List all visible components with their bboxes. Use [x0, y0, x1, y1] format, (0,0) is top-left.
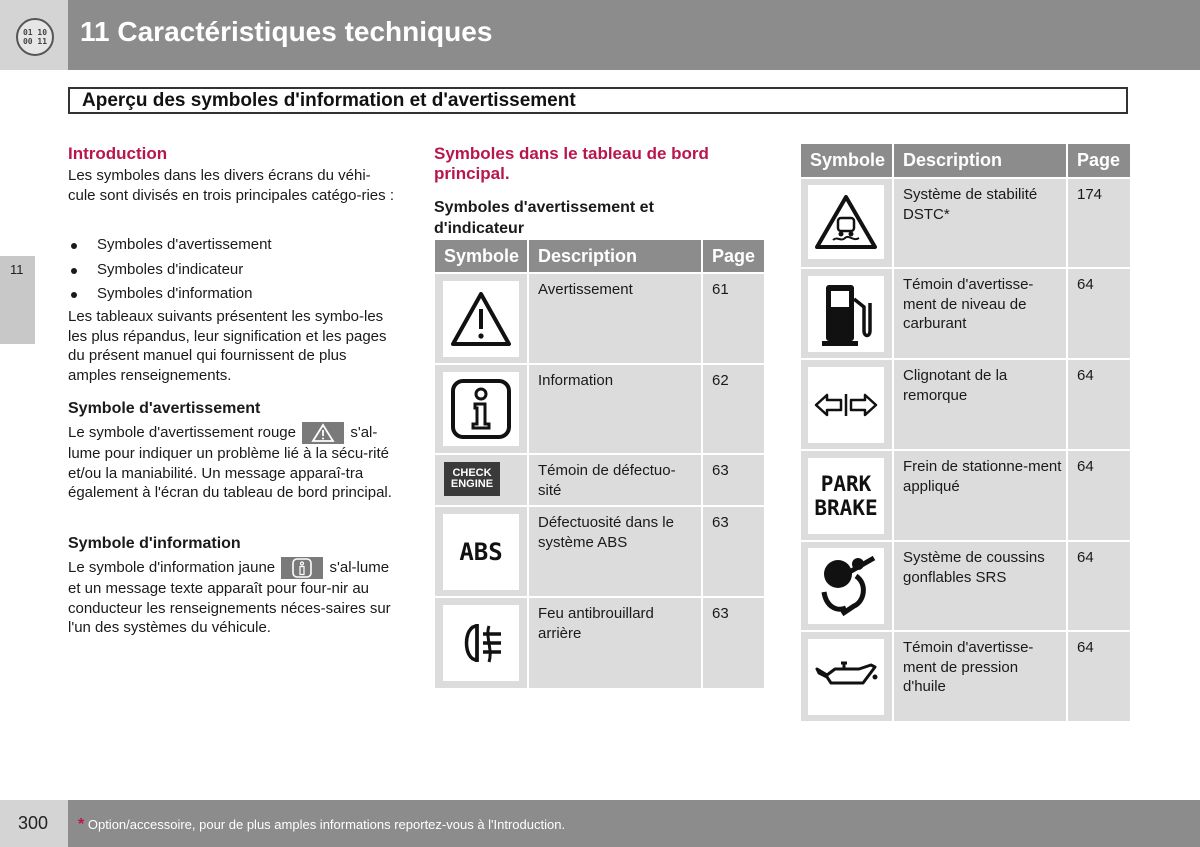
- tables-intro-text: Les tableaux suivants présentent les symbo-les les plus répandus, leur signification et les pages du présent manuel qui fournissent de plus amples renseignements.: [68, 308, 387, 384]
- chapter-title: 11 Caractéristiques techniques: [80, 16, 493, 47]
- right-row-1-description: Système de stabilité DSTC*: [903, 186, 1038, 223]
- category-list: [68, 233, 388, 307]
- mid-row-3-description: Témoin de défectuo-sité: [538, 462, 676, 499]
- right-header-description: Description: [894, 144, 1066, 177]
- chapter-side-tab-label: 11: [10, 262, 24, 277]
- check-engine-line-1: CHECK: [452, 467, 492, 479]
- intro-text: Les symboles dans les divers écrans du véhi-cule sont divisés en trois principales catégo-ries :: [68, 167, 394, 204]
- logo-line-1: 01 10: [22, 28, 48, 37]
- list-item: Symboles d'information: [68, 282, 388, 307]
- info-symbol-text: [68, 557, 398, 638]
- info-text-end: s'al-lume et un message texte apparaît pour four-nir au conducteur les renseignements néces-saires sur l'un des systèmes du véhicule.: [68, 558, 391, 636]
- mid-header-page: Page: [703, 240, 764, 272]
- right-row-2-page[interactable]: 64: [1077, 276, 1094, 293]
- right-row-3-description: Clignotant de la remorque: [903, 367, 1008, 404]
- info-text-start: Le symbole d'information jaune: [68, 558, 276, 576]
- warning-triangle-icon: [443, 281, 519, 357]
- right-row-6-description: Témoin d'avertisse-ment de pression d'huile: [903, 639, 1034, 695]
- right-row-6-page[interactable]: 64: [1077, 639, 1094, 656]
- right-row-5-description: Système de coussins gonflables SRS: [903, 549, 1045, 586]
- mid-row-5-description: Feu antibrouillard arrière: [538, 605, 654, 642]
- stability-dstc-icon: [808, 185, 884, 259]
- list-item: Symboles d'indicateur: [68, 258, 388, 283]
- abs-icon-label: ABS: [459, 538, 503, 566]
- right-header-page: Page: [1068, 144, 1130, 177]
- mid-row-3-page[interactable]: 63: [712, 462, 729, 479]
- park-brake-icon: [808, 458, 884, 534]
- dashboard-symbols-heading: Symboles dans le tableau de bord principal.: [434, 144, 709, 183]
- warning-symbol-text: [68, 422, 398, 503]
- right-row-4-description: Frein de stationne-ment appliqué: [903, 458, 1062, 495]
- mid-row-5-page[interactable]: 63: [712, 605, 729, 622]
- mid-row-2-page[interactable]: 62: [712, 372, 729, 389]
- warning-indicator-subheading: Symboles d'avertissement et d'indicateur: [434, 199, 654, 237]
- footnote-text: Option/accessoire, pour de plus amples informations reportez-vous à l'Introduction.: [84, 817, 566, 832]
- warning-symbol-heading: Symbole d'avertissement: [68, 400, 261, 417]
- warning-text-start: Le symbole d'avertissement rouge: [68, 423, 296, 441]
- list-item: Symboles d'avertissement: [68, 233, 388, 258]
- fuel-pump-icon: [808, 276, 884, 352]
- rear-fog-light-icon: [443, 605, 519, 681]
- airbag-srs-icon: [808, 548, 884, 624]
- park-brake-line-2: BRAKE: [814, 496, 878, 520]
- mid-header-description: Description: [529, 240, 701, 272]
- page-number: 300: [18, 813, 49, 833]
- mid-row-1-page[interactable]: 61: [712, 281, 729, 298]
- check-engine-icon: [444, 462, 500, 496]
- chapter-logo-icon: [16, 18, 54, 56]
- right-row-5-page[interactable]: 64: [1077, 549, 1094, 566]
- information-icon: [443, 372, 519, 446]
- right-row-4-page[interactable]: 64: [1077, 458, 1094, 475]
- section-title: Aperçu des symboles d'information et d'avertissement: [82, 90, 576, 111]
- intro-heading: Introduction: [68, 144, 168, 163]
- mid-row-4-description: Défectuosité dans le système ABS: [538, 514, 674, 551]
- right-row-2-description: Témoin d'avertisse-ment de niveau de carburant: [903, 276, 1034, 332]
- information-icon: [281, 557, 323, 579]
- park-brake-line-1: PARK: [820, 472, 872, 496]
- mid-header-symbol: Symbole: [435, 240, 527, 272]
- right-header-symbol: Symbole: [801, 144, 892, 177]
- check-engine-line-2: ENGINE: [450, 478, 494, 490]
- footnote: [78, 816, 565, 834]
- info-symbol-heading: Symbole d'information: [68, 535, 241, 552]
- right-row-3-page[interactable]: 64: [1077, 367, 1094, 384]
- mid-row-4-page[interactable]: 63: [712, 514, 729, 531]
- warning-triangle-icon: [302, 422, 344, 444]
- trailer-indicator-icon: [808, 367, 884, 443]
- footnote-star: *: [78, 816, 85, 833]
- abs-icon: [443, 514, 519, 590]
- warning-text-end: s'al-lume pour indiquer un problème lié à la sécu-rité et/ou la maniabilité. Un message apparaî-tra également à l'écran du tableau de bord principal.: [68, 423, 392, 501]
- mid-row-2-description: Information: [538, 372, 614, 389]
- oil-pressure-icon: [808, 639, 884, 715]
- mid-row-1-description: Avertissement: [538, 281, 633, 298]
- right-row-1-page[interactable]: 174: [1077, 186, 1103, 203]
- logo-line-2: 00 11: [22, 37, 48, 46]
